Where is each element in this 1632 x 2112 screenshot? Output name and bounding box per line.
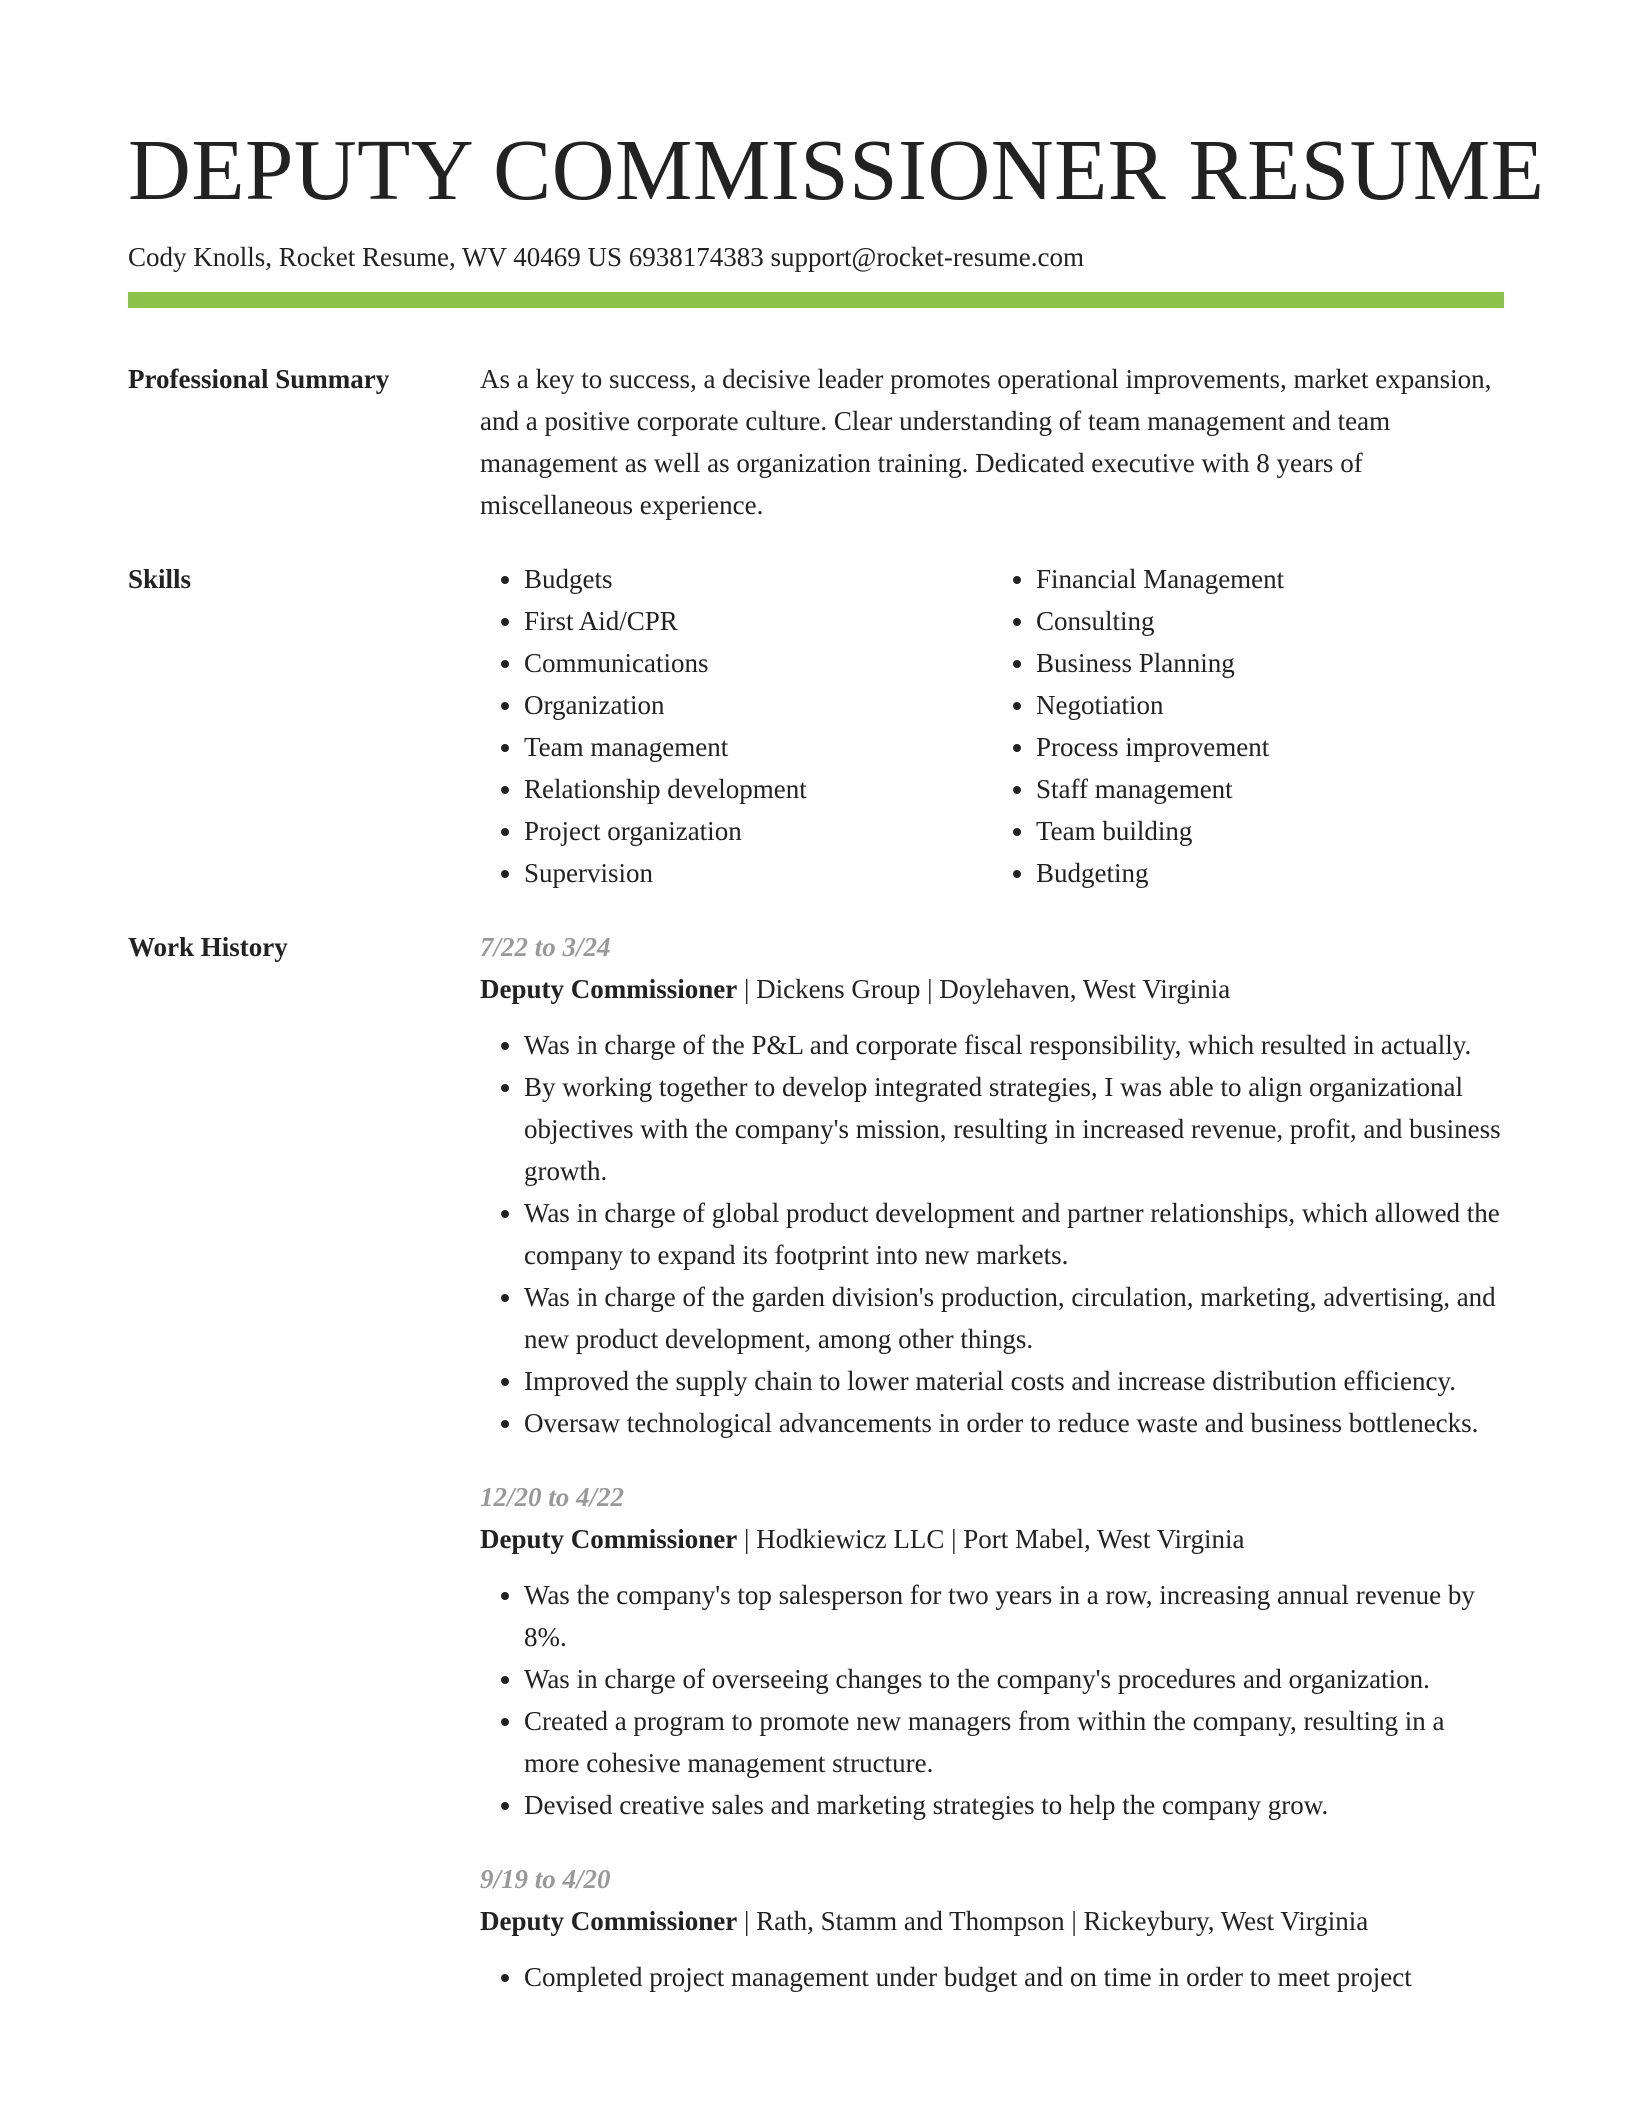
summary-body	[480, 358, 1504, 526]
job-bullet: • Completed project management under budget and on time in order to meet project	[524, 1956, 1504, 1998]
job-title: Deputy Commissioner	[480, 974, 738, 1004]
job-bullet-list	[480, 1956, 1504, 1998]
job-details: | Hodkiewicz LLC | Port Mabel, West Virginia	[737, 1524, 1245, 1554]
professional-summary-section	[128, 358, 1504, 526]
job-bullet: • Was in charge of the P&L and corporate fiscal responsibility, which resulted in actually.	[524, 1024, 1504, 1066]
skill-item: • Negotiation	[1036, 684, 1504, 726]
resume-page	[128, 0, 1545, 2030]
job-bullet: • Improved the supply chain to lower material costs and increase distribution efficiency.	[524, 1360, 1504, 1402]
section-label-summary: Professional Summary	[128, 364, 390, 394]
skills-column-left	[480, 558, 992, 894]
job-dates: 12/20 to 4/22	[480, 1482, 625, 1512]
job-details: | Rath, Stamm and Thompson | Rickeybury, West Virginia	[737, 1906, 1369, 1936]
skill-item: • Budgets	[524, 558, 992, 600]
contact-line: Cody Knolls, Rocket Resume, WV 40469 US 6938174383 support@rocket-resume.com	[128, 242, 1085, 272]
job-bullet-list	[480, 1574, 1504, 1826]
work-history-body	[480, 926, 1504, 2030]
job-bullet-list	[480, 1024, 1504, 1444]
skill-item: • Staff management	[1036, 768, 1504, 810]
job-bullet: • Created a program to promote new managers from within the company, resulting in a more cohesive management structure.	[524, 1700, 1504, 1784]
skill-item: • Business Planning	[1036, 642, 1504, 684]
job-details: | Dickens Group | Doylehaven, West Virginia	[737, 974, 1231, 1004]
job-heading	[480, 1900, 1504, 1942]
job-bullet: • Was in charge of the garden division's production, circulation, marketing, advertising, and new product development, among other things.	[524, 1276, 1504, 1360]
section-label-skills: Skills	[128, 564, 192, 594]
job-title: Deputy Commissioner	[480, 1524, 738, 1554]
skill-item: • Team management	[524, 726, 992, 768]
job-bullet: • By working together to develop integrated strategies, I was able to align organizational objectives with the company's mission, resulting in increased revenue, profit, and business growth.	[524, 1066, 1504, 1192]
work-history-section	[128, 926, 1504, 2030]
skills-grid	[480, 558, 1504, 894]
job-entry	[480, 1858, 1504, 1998]
skill-item: • Organization	[524, 684, 992, 726]
job-dates: 9/19 to 4/20	[480, 1864, 611, 1894]
job-heading	[480, 968, 1504, 1010]
job-bullet: • Devised creative sales and marketing strategies to help the company grow.	[524, 1784, 1504, 1826]
job-heading	[480, 1518, 1504, 1560]
summary-text: As a key to success, a decisive leader promotes operational improvements, market expansion, and a positive corporate culture. Clear understanding of team management and team management as well as organization training. Dedicated executive with 8 years of miscellaneous experience.	[480, 364, 1492, 520]
job-bullet: • Was the company's top salesperson for two years in a row, increasing annual revenue by 8%.	[524, 1574, 1504, 1658]
skill-item: • First Aid/CPR	[524, 600, 992, 642]
skill-item: • Budgeting	[1036, 852, 1504, 894]
skills-column-right	[992, 558, 1504, 894]
skill-item: • Communications	[524, 642, 992, 684]
skill-item: • Financial Management	[1036, 558, 1504, 600]
skill-item: • Project organization	[524, 810, 992, 852]
skill-item: • Relationship development	[524, 768, 992, 810]
skill-item: • Team building	[1036, 810, 1504, 852]
job-entry	[480, 1476, 1504, 1826]
job-bullet: • Oversaw technological advancements in order to reduce waste and business bottlenecks.	[524, 1402, 1504, 1444]
job-title: Deputy Commissioner	[480, 1906, 738, 1936]
resume-title: DEPUTY COMMISSIONER RESUME	[128, 121, 1545, 218]
job-dates: 7/22 to 3/24	[480, 932, 611, 962]
skill-item: • Supervision	[524, 852, 992, 894]
accent-divider	[128, 292, 1504, 308]
job-bullet: • Was in charge of overseeing changes to the company's procedures and organization.	[524, 1658, 1504, 1700]
job-bullet: • Was in charge of global product development and partner relationships, which allowed the company to expand its footprint into new markets.	[524, 1192, 1504, 1276]
skill-item: • Consulting	[1036, 600, 1504, 642]
job-entry	[480, 926, 1504, 1444]
section-label-work-history: Work History	[128, 932, 288, 962]
skills-section	[128, 558, 1504, 894]
skill-item: • Process improvement	[1036, 726, 1504, 768]
